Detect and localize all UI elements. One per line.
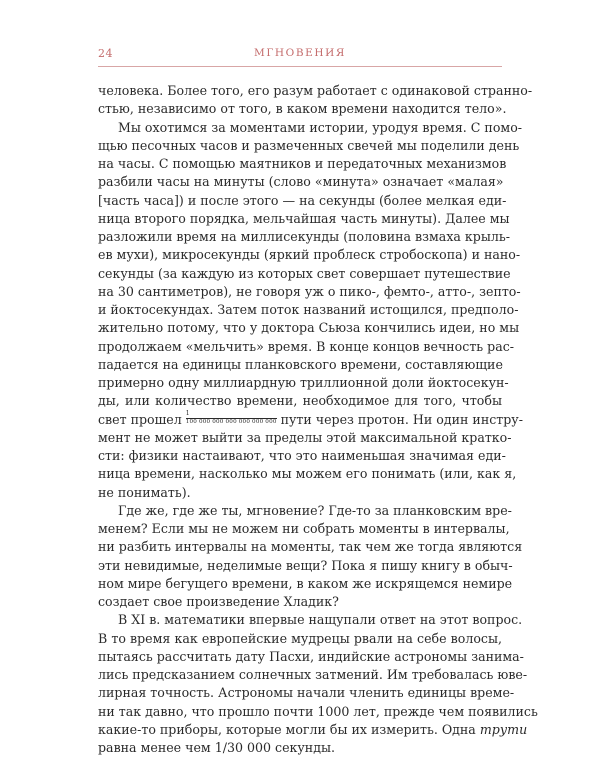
- fraction-numerator: 1: [186, 411, 277, 419]
- text-fragment: пути через протон. Ни один инстру-: [280, 411, 523, 427]
- text-line: ница второго порядка, мельчайшая часть минуты). Далее мы: [98, 210, 510, 226]
- paragraph-start-line: Где же, где же ты, мгновение? Где-то за планковским вре-: [118, 502, 512, 518]
- text-line: ев мухи), микросекунды (яркий проблеск стробоскопа) и нано-: [98, 247, 521, 263]
- text-line: ды, или количество времени, необходимое для того, чтобы: [98, 393, 502, 409]
- running-title: МГНОВЕНИЯ: [253, 47, 347, 59]
- text-line: примерно одну миллиардную триллионной доли йоктосекун-: [98, 375, 509, 390]
- paragraph-start-line: В XI в. математики впервые нащупали ответ на этот вопрос.: [118, 612, 523, 628]
- text-line: на 30 сантиметров), не говоря уж о пико-, фемто-, атто-, зепто-: [98, 283, 521, 299]
- text-line: эти невидимые, неделимые вещи? Пока я пишу книгу в обыч-: [98, 557, 513, 573]
- page-number: 24: [98, 47, 113, 60]
- text-line: разложили время на миллисекунды (половина взмаха крыль-: [98, 229, 511, 244]
- header-rule: [98, 66, 502, 67]
- text-line: мент не может выйти за пределы этой максимальной кратко-: [98, 429, 512, 445]
- paragraph-start-line: Мы охотимся за моментами истории, уродуя время. С помо-: [118, 119, 523, 135]
- text-line: [98, 721, 528, 739]
- text-line: на часы. С помощью маятников и передаточных механизмов: [98, 156, 507, 171]
- text-line: [часть часа]) и после этого — на секунды (более мелкая еди-: [98, 192, 507, 208]
- running-head: [98, 47, 502, 67]
- text-line: менем? Если мы не можем ни собрать моменты в интервалы,: [98, 521, 510, 536]
- text-line: ни разбить интервалы на моменты, так чем же тогда являются: [98, 539, 523, 555]
- text-line: ница времени, насколько мы можем его понимать (или, как я,: [98, 466, 517, 482]
- text-line: В то время как европейские мудрецы рвали на себе волосы,: [98, 630, 502, 646]
- fraction-denominator: 100 000 000 000 000 000 000: [185, 418, 277, 425]
- text-line: ни так давно, что прошло почти 1000 лет, прежде чем появились: [98, 703, 538, 719]
- text-line: лирная точность. Астрономы начали членить единицы време-: [98, 685, 515, 701]
- text-line: разбили часы на минуты (слово «минута» означает «малая»: [98, 174, 504, 190]
- text-line: жительно потому, что у доктора Сьюза кончились идеи, но мы: [98, 320, 520, 336]
- text-line: равна менее чем 1/30 000 секунды.: [98, 740, 335, 755]
- text-line: создает свое произведение Хладик?: [98, 594, 339, 609]
- italic-term: трути: [479, 721, 528, 737]
- text-line: продолжаем «мельчить» время. В конце концов вечность рас-: [98, 338, 515, 354]
- text-line: стью, независимо от того, в каком времени находится тело».: [98, 101, 507, 117]
- text-line: падается на единицы планковского времени, составляющие: [98, 356, 503, 372]
- text-line: лись предсказанием солнечных затмений. Им требовалась юве-: [98, 667, 528, 682]
- text-line: пытаясь рассчитать дату Пасхи, индийские астрономы занима-: [98, 648, 524, 664]
- text-line: секунды (за каждую из которых свет совершает путешествие: [98, 265, 511, 281]
- text-line: сти: физики настаивают, что это наименьшая значимая еди-: [98, 448, 506, 463]
- text-line-with-fraction: [98, 409, 523, 429]
- text-line: не понимать).: [98, 484, 191, 500]
- text-line: и йоктосекундах. Затем поток названий истощился, предполо-: [98, 302, 519, 317]
- text-fragment: свет прошел: [98, 411, 182, 427]
- text-line: человека. Более того, его разум работает с одинаковой странно-: [98, 83, 533, 98]
- body-text: [98, 82, 538, 757]
- text-line: ном мире бегущего времени, в каком же искрящемся немире: [98, 575, 513, 591]
- text-line: щью песочных часов и размеченных свечей мы поделили день: [98, 137, 520, 153]
- planck-fraction: [186, 411, 277, 426]
- text-fragment: какие-то приборы, которые могли бы их измерить. Одна: [98, 721, 476, 737]
